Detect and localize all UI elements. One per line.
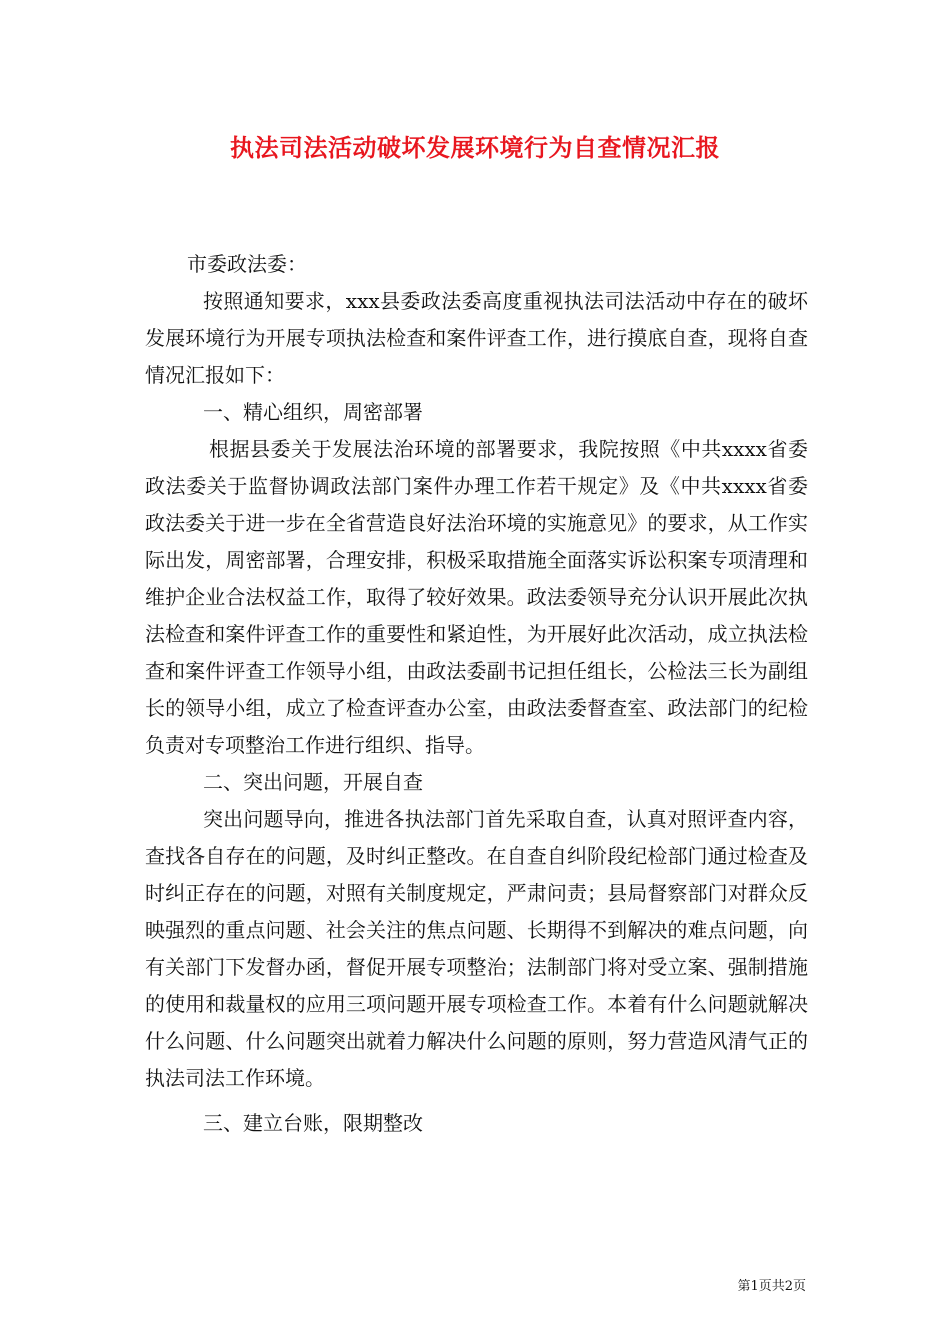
- page-indicator: 第1页共2页: [737, 1279, 806, 1294]
- document-body: [145, 246, 808, 1142]
- section-heading-3: 三、建立台账，限期整改: [203, 1111, 423, 1135]
- intro-paragraph: 按照通知要求，xxx县委政法委高度重视执法司法活动中存在的破坏发展环境行为开展专项执法检查和案件评查工作，进行摸底自查，现将自查情况汇报如下：: [145, 289, 808, 387]
- document-title: 执法司法活动破坏发展环境行为自查情况汇报: [230, 133, 720, 162]
- section-heading-2: 二、突出问题，开展自查: [203, 770, 423, 794]
- section-2-paragraph: 突出问题导向，推进各执法部门首先采取自查，认真对照评查内容，查找各自存在的问题，及时纠正整改。在自查自纠阶段纪检部门通过检查及时纠正存在的问题，对照有关制度规定，严肃问责；县局督察部门对群众反映强烈的重点问题、社会关注的焦点问题、长期得不到解决的难点问题，向有关部门下发督办函，督促开展专项整治；法制部门将对受立案、强制措施的使用和裁量权的应用三项问题开展专项检查工作。本着有什么问题就解决什么问题、什么问题突出就着力解决什么问题的原则，努力营造风清气正的执法司法工作环境。: [145, 807, 808, 1090]
- section-heading-1: 一、精心组织，周密部署: [203, 400, 423, 424]
- salutation: 市委政法委：: [187, 252, 307, 276]
- section-1-paragraph: 根据县委关于发展法治环境的部署要求，我院按照《中共xxxx省委政法委关于监督协调政法部门案件办理工作若干规定》及《中共xxxx省委政法委关于进一步在全省营造良好法治环境的实施意见》的要求，从工作实际出发，周密部署，合理安排，积极采取措施全面落实诉讼积案专项清理和维护企业合法权益工作，取得了较好效果。政法委领导充分认识开展此次执法检查和案件评查工作的重要性和紧迫性，为开展好此次活动，成立执法检查和案件评查工作领导小组，由政法委副书记担任组长，公检法三长为副组长的领导小组，成立了检查评查办公室，由政法委督查室、政法部门的纪检负责对专项整治工作进行组织、指导。: [145, 437, 808, 757]
